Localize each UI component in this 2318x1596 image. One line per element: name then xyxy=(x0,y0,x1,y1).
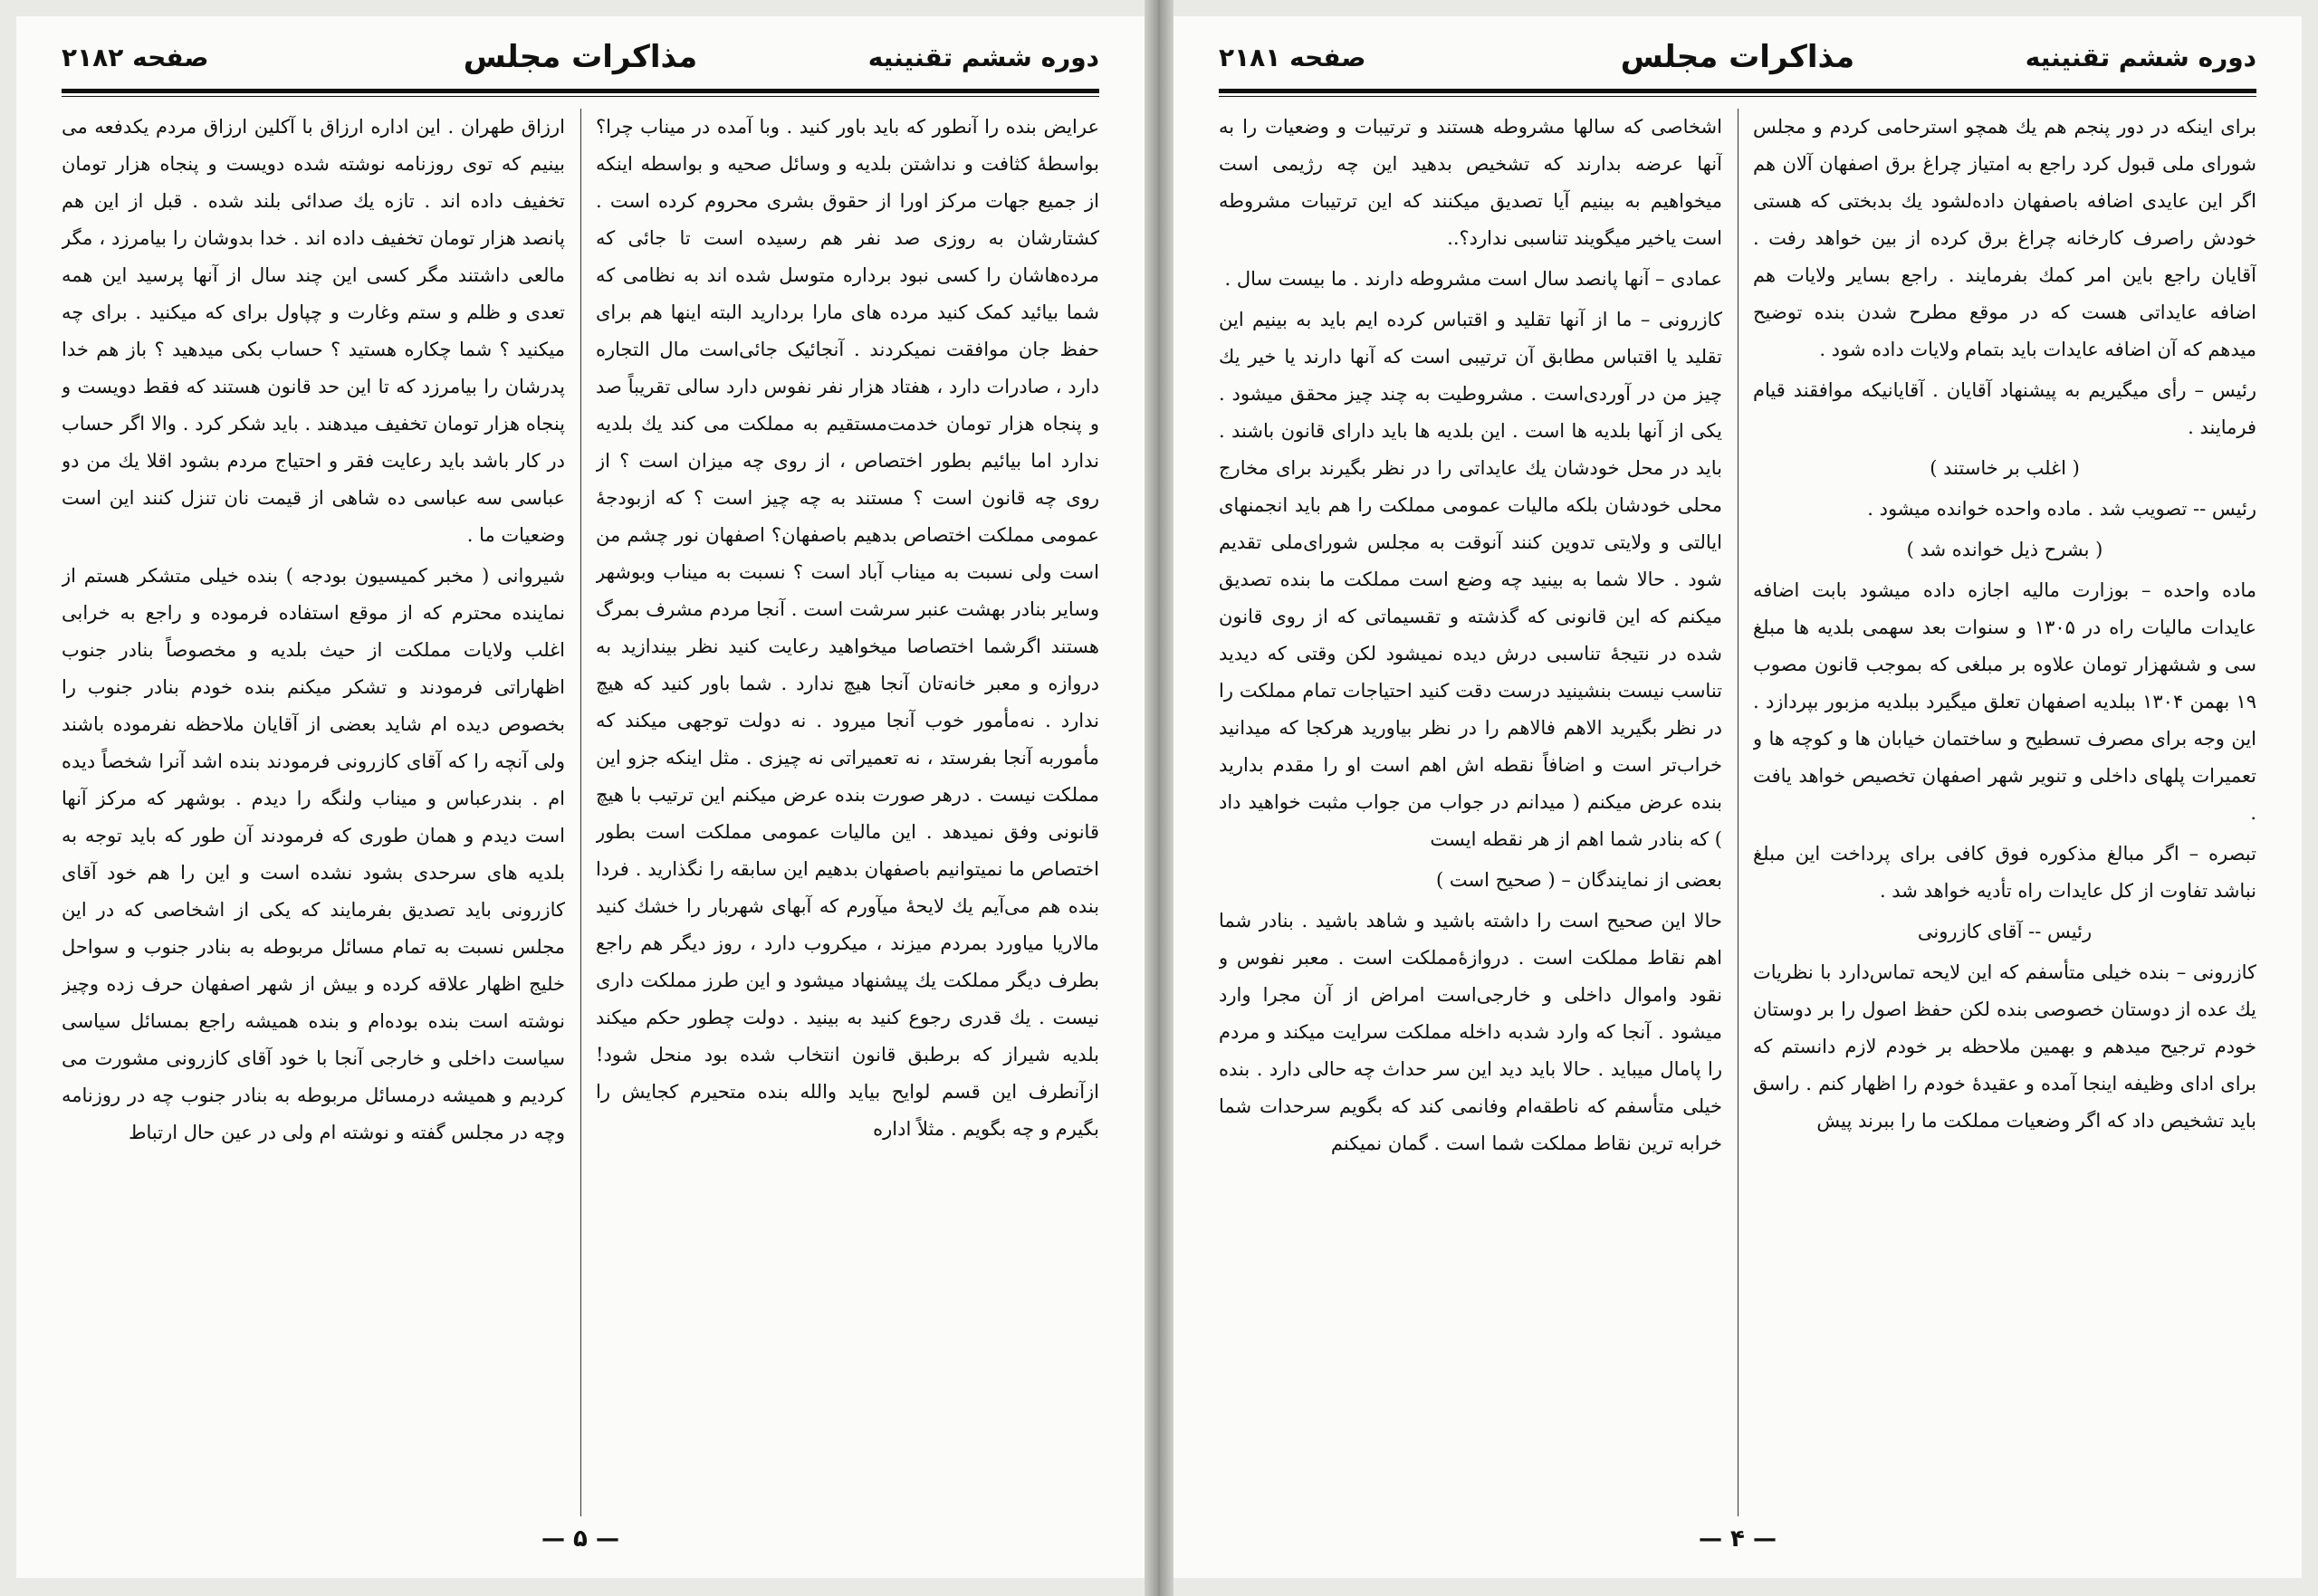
book-gutter xyxy=(1145,0,1173,1596)
paragraph: ماده واحده – بوزارت مالیه اجازه داده میشود بابت اضافه عایدات مالیات راه در ۱۳۰۵ و سنوات بعد سهمی بلدیه ها مبلغ سی و ششهزار تومان علاوه بر مبلغی که بموجب قانون مصوب ۱۹ بهمن ۱۳۰۴ ببلدیه اصفهان تعلق میگیرد ببلدیه مزبور بپردازد . این وجه برای مصرف تسطیح و ساختمان خیابان ها و کوچه ها و تعمیرات پلهای داخلی و تنویر شهر اصفهان تخصیص خواهد یافت . xyxy=(1753,579,2256,824)
paragraph: عمادی – آنها پانصد سال است مشروطه دارند . ما بیست سال . xyxy=(1224,268,1722,290)
paragraph: کازرونی – بنده خیلی متأسفم که این لایحه تماس‌دارد با نظریات یك عده از دوستان خصوصی بنده لکن حفظ اصول را بر دوستان خودم ترجیح میدهم و بهمین ملاحظه بر خودم لازم دانستم که برای ادای وظیفه اینجا آمده و عقیدهٔ خودم را اظهار کنم . راسق باید تشخیص داد که اگر وضعیات مملکت ما را ببرند پیش xyxy=(1753,961,2256,1132)
page-number-label: صفحه ۲۱۸۲ xyxy=(62,42,209,72)
paragraph: شیروانی ( مخبر کمیسیون بودجه ) بنده خیلی متشکر هستم از نماینده محترم که از موقع استفاده فرموده و راجع به خرابی اغلب ولایات مملکت از حیث بلدیه و مخصوصاً بنادر جنوب اظهاراتی فرمودند و تشکر میکنم بنده خودم بنادر جنوب را بخصوص دیده ام شاید بعضی از آقایان ملاحظه نفرموده باشند ولی آنچه را که آقای کازرونی فرمودند بنده اشد آنرا شخصاً دیده ام . بندرعباس و میناب ولنگه را دیدم . بوشهر که مرکز آنها است دیدم و همان طوری که فرمودند آن طور که باید توجه به بلدیه های سرحدی بشود نشده است و این را هم خود آقای کازرونی باید تصدیق بفرمایند که یکی از اشخاصی که در این مجلس نسبت به تمام مسائل مربوطه به بنادر جنوب و سواحل خلیج اظهار علاقه کرده و بیش از شهر اصفهان حرف زده وچیز نوشته است بنده بوده‌ام و بنده همیشه راجع بمسائل سیاسی سیاست داخلی و خارجی آنجا با خود آقای کازرونی مشورت می کردیم و همیشه درمسائل مربوطه به بنادر جنوب چه در روزنامه وچه در مجلس گفته و نوشته ام ولی در عین حال ارتباط xyxy=(62,565,565,1143)
page-footer-number: — ۵ — xyxy=(541,1525,619,1553)
paragraph: اشخاصی که سالها مشروطه هستند و ترتیبات و وضعیات را به آنها عرضه بدارند که تشخیص بدهید این چه رژیمی است میخواهیم به بینیم آیا تصدیق میکنند که این ترتیبات مشروطه است یاخیر میگویند تناسبی ندارد؟.. xyxy=(1219,116,1722,249)
paragraph: برای اینکه در دور پنجم هم یك همچو استرحامی کردم و مجلس شورای ملی قبول کرد راجع به امتیاز چراغ برق اصفهان آلان هم اگر این عایدی اضافه باصفهان داده‌‌لشود یك بدبختی که هستی خودش راصرف کارخانه چراغ برق کرده از بین خواهد رفت . آقایان راجع باین امر کمك بفرمایند . راجع بسایر ولایات هم اضافه عایداتی هست که در موقع مطرح شدن بنده توضیح میدهم که آن اضافه عایدات باید بتمام ولایات داده شود . xyxy=(1753,116,2256,360)
header-rule xyxy=(1219,89,2256,93)
paragraph: رئیس – رأی میگیریم به پیشنهاد آقایان . آقایانیکه موافقند قیام فرمایند . xyxy=(1753,379,2256,438)
right-page-header xyxy=(1219,31,2256,83)
session-label: دوره ششم تقنینیه xyxy=(867,42,1099,72)
paragraph: کازرونی – ما از آنها تقلید و اقتباس کرده ایم باید به بینیم این تقلید یا اقتباس مطابق آن ترتیبی است که آنها دارند یا خیر یك چیز من در آوردی‌است . مشروطیت به چند چیز محقق میشود . یکی از آنها بلدیه ها است . این بلدیه ها باید دارای قانون باشند . باید در محل خودشان یك عایداتی را در نظر بگیرند برای مخارج محلی خودشان بلکه مالیات عمومی مملکت را هم باید انجمنهای ایالتی و ولایتی تدوین کنند آنوقت به مجلس شورای‌ملی تقدیم شود . حالا شما به بینید چه وضع است مملکت ما بنده تصدیق میکنم که این قانونی که گذشته و تقسیماتی که از روی قانون شده در نتیجهٔ تناسبی درش دیده نمیشود لکن وقتی که دیدید تناسب نیست بنشینید درست دقت کنید احتیاجات تمام مملکت را در نظر بگیرید الاهم فالاهم را در نظر بیاورید هرکجا که میدانید خراب‌تر است و اضافاً نقطه اش اهم است او را مقدم بدارید بنده عرض میکنم ( میدانم در جواب من جواب مثبت خواهید داد ) که بنادر شما اهم از هر نقطه ایست xyxy=(1219,309,1722,850)
column-left xyxy=(62,109,565,1516)
session-label: دوره ششم تقنینیه xyxy=(2025,42,2256,72)
paragraph: رئیس -- تصویب شد . ماده واحده خوانده میشود . xyxy=(1867,498,2256,520)
header-rule xyxy=(62,89,1099,93)
column-left xyxy=(1219,109,1722,1516)
paragraph: عرایض بنده را آنطور که باید باور کنید . وبا آمده در میناب چرا؟ بواسطهٔ کثافت و نداشتن بلدیه و وسائل صحیه و بواسطه اینکه از جمیع جهات مرکز اورا از حقوق بشری محروم کرده است . کشتارشان به روزی صد نفر هم رسیده است تا جائی که مرده‌هاشان را کسی نبود برداره متوسل شده اند به نظامی که شما بیائید کمک کنید مرده های مارا بردارید البته اینها هم برای حفظ جان موافقت نمیکردند . آنجائیک جائی‌است مال التجاره دارد ، صادرات دارد ، هفتاد هزار نفر نفوس دارد سالی تقریباً صد و پنجاه هزار تومان خدمت‌مستقیم به مملکت می کند یك بلدیه ندارد اما بیائیم بطور اختصاص ، از روی چه میزان است ؟ از روی چه قانون است ؟ مستند به چه چیز است ؟ که ازبودجهٔ عمومی مملکت اختصاص بدهیم باصفهان؟ اصفهان نور چشم من است ولی نسبت به میناب آباد است ؟ نسبت به میناب وبوشهر وسایر بنادر بهشت عنبر سرشت است . آنجا مردم مشرف بمرگ هستند اگرشما اختصاصا میخواهید رعایت کنید نظر بیندازید به دروازه و معبر خانه‌تان آنجا هیچ ندارد . شما باور کنید که هیچ ندارد . نه‌مأمور خوب آنجا میرود . نه دولت توجهی میکند که مأموربه آنجا بفرستد ، نه تعمیراتی نه چیزی . مثل اینکه جزو این مملکت نیست . درهر صورت بنده عرض میکنم این ترتیب با هیچ قانونی وفق نمیدهد . این مالیات عمومی مملکت است بطور اختصاص ما نمیتوانیم باصفهان بدهیم این سابقه را نگذارید . فردا بنده هم می‌آیم یك لایحهٔ میآورم که آبهای شهربار را خشك کنید مالاریا میاورد بمردم میزند ، میکروب دارد ، روز دیگر هم راجع بطرف دیگر مملکت یك پیشنهاد میشود و این طرز مملکت داری نیست . یك قدری رجوع کنید به بینید . دولت چطور حکم میکند بلدیه شیراز که برطبق قانون انتخاب شده بود منحل شود! ازآنطرف این قسم لوایح بیاید والله بنده متحیرم کجایش را بگیرم و چه بگویم . مثلاً اداره xyxy=(596,116,1099,1140)
centered-note: ( اغلب بر خاستند ) xyxy=(1930,457,2080,479)
page-footer-number: — ۴ — xyxy=(1699,1525,1777,1553)
left-page xyxy=(16,16,1145,1578)
header-rule-thin xyxy=(1219,96,2256,97)
centered-note: ( بشرح ذیل خوانده شد ) xyxy=(1906,539,2103,560)
paragraph: ارزاق طهران . این اداره ارزاق با آکلین ارزاق مردم یکدفعه می بینیم که توی روزنامه نوشته شده دویست و پنجاه هزار تومان تخفیف داده اند . تازه یك صدائی بلند شده . قبل از این هم پانصد هزار تومان تخفیف داده اند . خدا بدوشان را بیامرزد ، مگر مالعی داشتند مگر کسی این چند سال از آنها پرسید این همه تعدی و ظلم و ستم وغارت و چپاول برای که میکنید . برای چه میکنید ؟ شما چکاره هستید ؟ حساب بکی میدهید ؟ باز هم خدا پدرشان را بیامرزد که تا این حد قانون هستند که فقط دویست و پنجاه هزار تومان تخفیف میدهند . باید شکر کرد . والا اگر حساب در کار باشد باید رعایت فقر و احتیاج مردم بشود اقلا یك من دو عباسی سه عباسی ده شاهی از قیمت نان تنزل کنند این است وضعیات ما . xyxy=(62,116,565,546)
paragraph: تبصره – اگر مبالغ مذکوره فوق کافی برای پرداخت این مبلغ نباشد تفاوت از کل عایدات راه تأدیه خواهد شد . xyxy=(1753,843,2256,902)
centered-note: رئیس -- آقای کازرونی xyxy=(1917,921,2093,942)
right-page xyxy=(1173,16,2302,1578)
header-rule-thin xyxy=(62,96,1099,97)
column-right xyxy=(596,109,1099,1516)
column-divider xyxy=(580,109,581,1516)
left-page-header xyxy=(62,31,1099,83)
journal-title: مذاکرات مجلس xyxy=(1620,39,1855,75)
paragraph: بعضی از نمایندگان – ( صحیح است ) xyxy=(1435,869,1722,891)
column-right xyxy=(1753,109,2256,1516)
page-number-label: صفحه ۲۱۸۱ xyxy=(1219,42,1366,72)
paragraph: حالا این صحیح است را داشته باشید و شاهد باشید . بنادر شما اهم نقاط مملکت است . دروازهٔ‌مملکت است . معبر نفوس و نقود واموال داخلی و خارجی‌است امراض از آن مجرا وارد میشود . آنجا که وارد شدبه داخله مملکت سرایت میکند و مردم را پامال میباید . حالا باید دید این سر حداث چه حالی دارد . بنده خیلی متأسفم که ناطقه‌ام وفانمی کند که بگویم سرحدات شما خرابه ترین نقاط مملکت شما است . گمان نمیکنم xyxy=(1219,910,1722,1154)
journal-title: مذاکرات مجلس xyxy=(463,39,698,75)
